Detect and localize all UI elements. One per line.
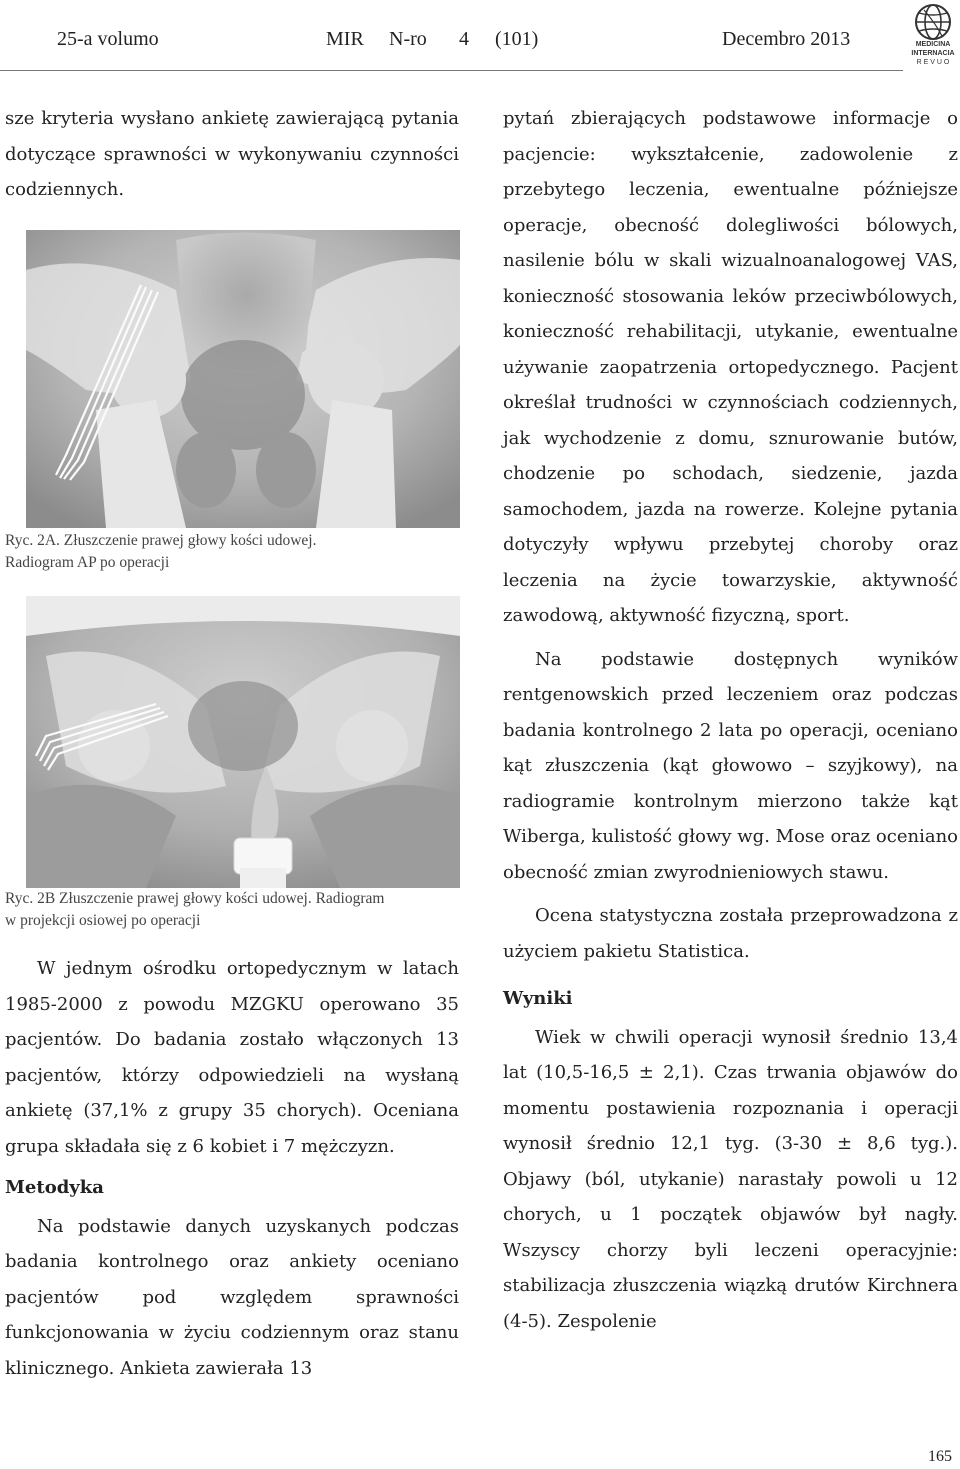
running-header [0, 28, 960, 58]
patients-paragraph: W jednym ośrodku ortopedycznym w latach 1985-2000 z powodu MZGKU operowano 35 pacjentów. Do badania zostało włączonych 13 pacjentów, którzy odpowiedzieli na wysłaną ankietę (37,1% z grupy 35 chorych). Oceniana grupa składała się z 6 kobiet i 7 mężczyzn. [5, 958, 459, 1157]
xray-axial-image [26, 596, 460, 888]
page-number: 165 [928, 1448, 952, 1465]
xray-figure-2a [26, 230, 460, 528]
logo-text-3: R E V U O [916, 59, 950, 66]
left-column-intro [5, 101, 459, 208]
left-column-body [5, 951, 459, 1386]
logo-text-1: MEDICINA [915, 41, 951, 48]
xray-figure-2b [26, 596, 460, 888]
intro-paragraph: sze kryteria wysłano ankietę zawierającą pytania dotyczące sprawności w wykonywaniu czynności codziennych. [5, 108, 459, 200]
header-journal: MIR [326, 28, 364, 50]
header-rule [0, 70, 903, 71]
header-issue-total: (101) [495, 28, 539, 50]
statistics-paragraph: Ocena statystyczna została przeprowadzona z użyciem pakietu Statistica. [503, 905, 958, 962]
figure-2a-caption-line1: Ryc. 2A. Złuszczenie prawej głowy kości udowej. [5, 532, 317, 549]
figure-2a-caption-line2: Radiogram AP po operacji [5, 554, 170, 571]
logo-text-2: INTERNACIA [911, 50, 955, 57]
figure-2b-caption [5, 888, 459, 932]
figure-2b-caption-line1: Ryc. 2B Złuszczenie prawej głowy kości udowej. Radiogram [5, 890, 385, 907]
section-heading-wyniki: Wyniki [503, 988, 573, 1009]
figure-2b-caption-line2: w projekcji osiowej po operacji [5, 912, 201, 929]
method-paragraph: Na podstawie danych uzyskanych podczas badania kontrolnego oraz ankiety oceniano pacjentów pod względem sprawności funkcjonowania w życiu codziennym oraz stanu klinicznego. Ankieta zawierała 13 [5, 1215, 459, 1379]
section-heading-metodyka: Metodyka [5, 1177, 104, 1198]
header-issue-label: N-ro [389, 28, 427, 50]
radiographic-paragraph: Na podstawie dostępnych wyników rentgenowskich przed leczeniem oraz podczas badania kontrolnego 2 lata po operacji, oceniano kąt złuszczenia (kąt głowowo – szyjkowy), na radiogramie kontrolnym mierzono także kąt Wiberga, kulistość głowy wg. Mose oraz oceniano obecność zmian zwyrodnieniowych stawu. [503, 648, 958, 883]
header-date: Decembro 2013 [722, 28, 851, 50]
header-issue-number: 4 [459, 28, 469, 50]
results-paragraph: Wiek w chwili operacji wynosił średnio 13,4 lat (10,5-16,5 ± 2,1). Czas trwania objawów do momentu postawienia rozpoznania i operacji wynosił średnio 12,1 tyg. (3-30 ± 8,6 tyg.). Objawy (ból, utykanie) narastały powoli u 12 chorych, u 1 początek objawów był nagły. Wszyscy chorzy byli leczeni operacyjnie: stabilizacja złuszczenia wiązką drutów Kirchnera (4-5). Zespolenie [503, 1026, 958, 1332]
right-column-body [503, 101, 958, 1339]
xray-ap-image [26, 230, 460, 528]
survey-paragraph: pytań zbierających podstawowe informacje o pacjencie: wykształcenie, zadowolenie z przebytego leczenia, ewentualne późniejsze operacje, obecność dolegliwości bólowych, nasilenie bólu w skali wizualnoanalogowej VAS, konieczność stosowania leków przeciwbólowych, konieczność rehabilitacji, utykanie, ewentualne używanie zaopatrzenia ortopedycznego. Pacjent określał trudności w czynnościach codziennych, jak wychodzenie z domu, sznurowanie butów, chodzenie po schodach, siedzenie, jazda samochodem, jazda na rowerze. Kolejne pytania dotyczyły wpływu przebytej choroby oraz leczenia na życie towarzyskie, aktywność zawodową, aktywność fizyczną, sport. [503, 108, 958, 626]
figure-2a-caption [5, 530, 459, 574]
header-volume: 25-a volumo [57, 28, 159, 50]
